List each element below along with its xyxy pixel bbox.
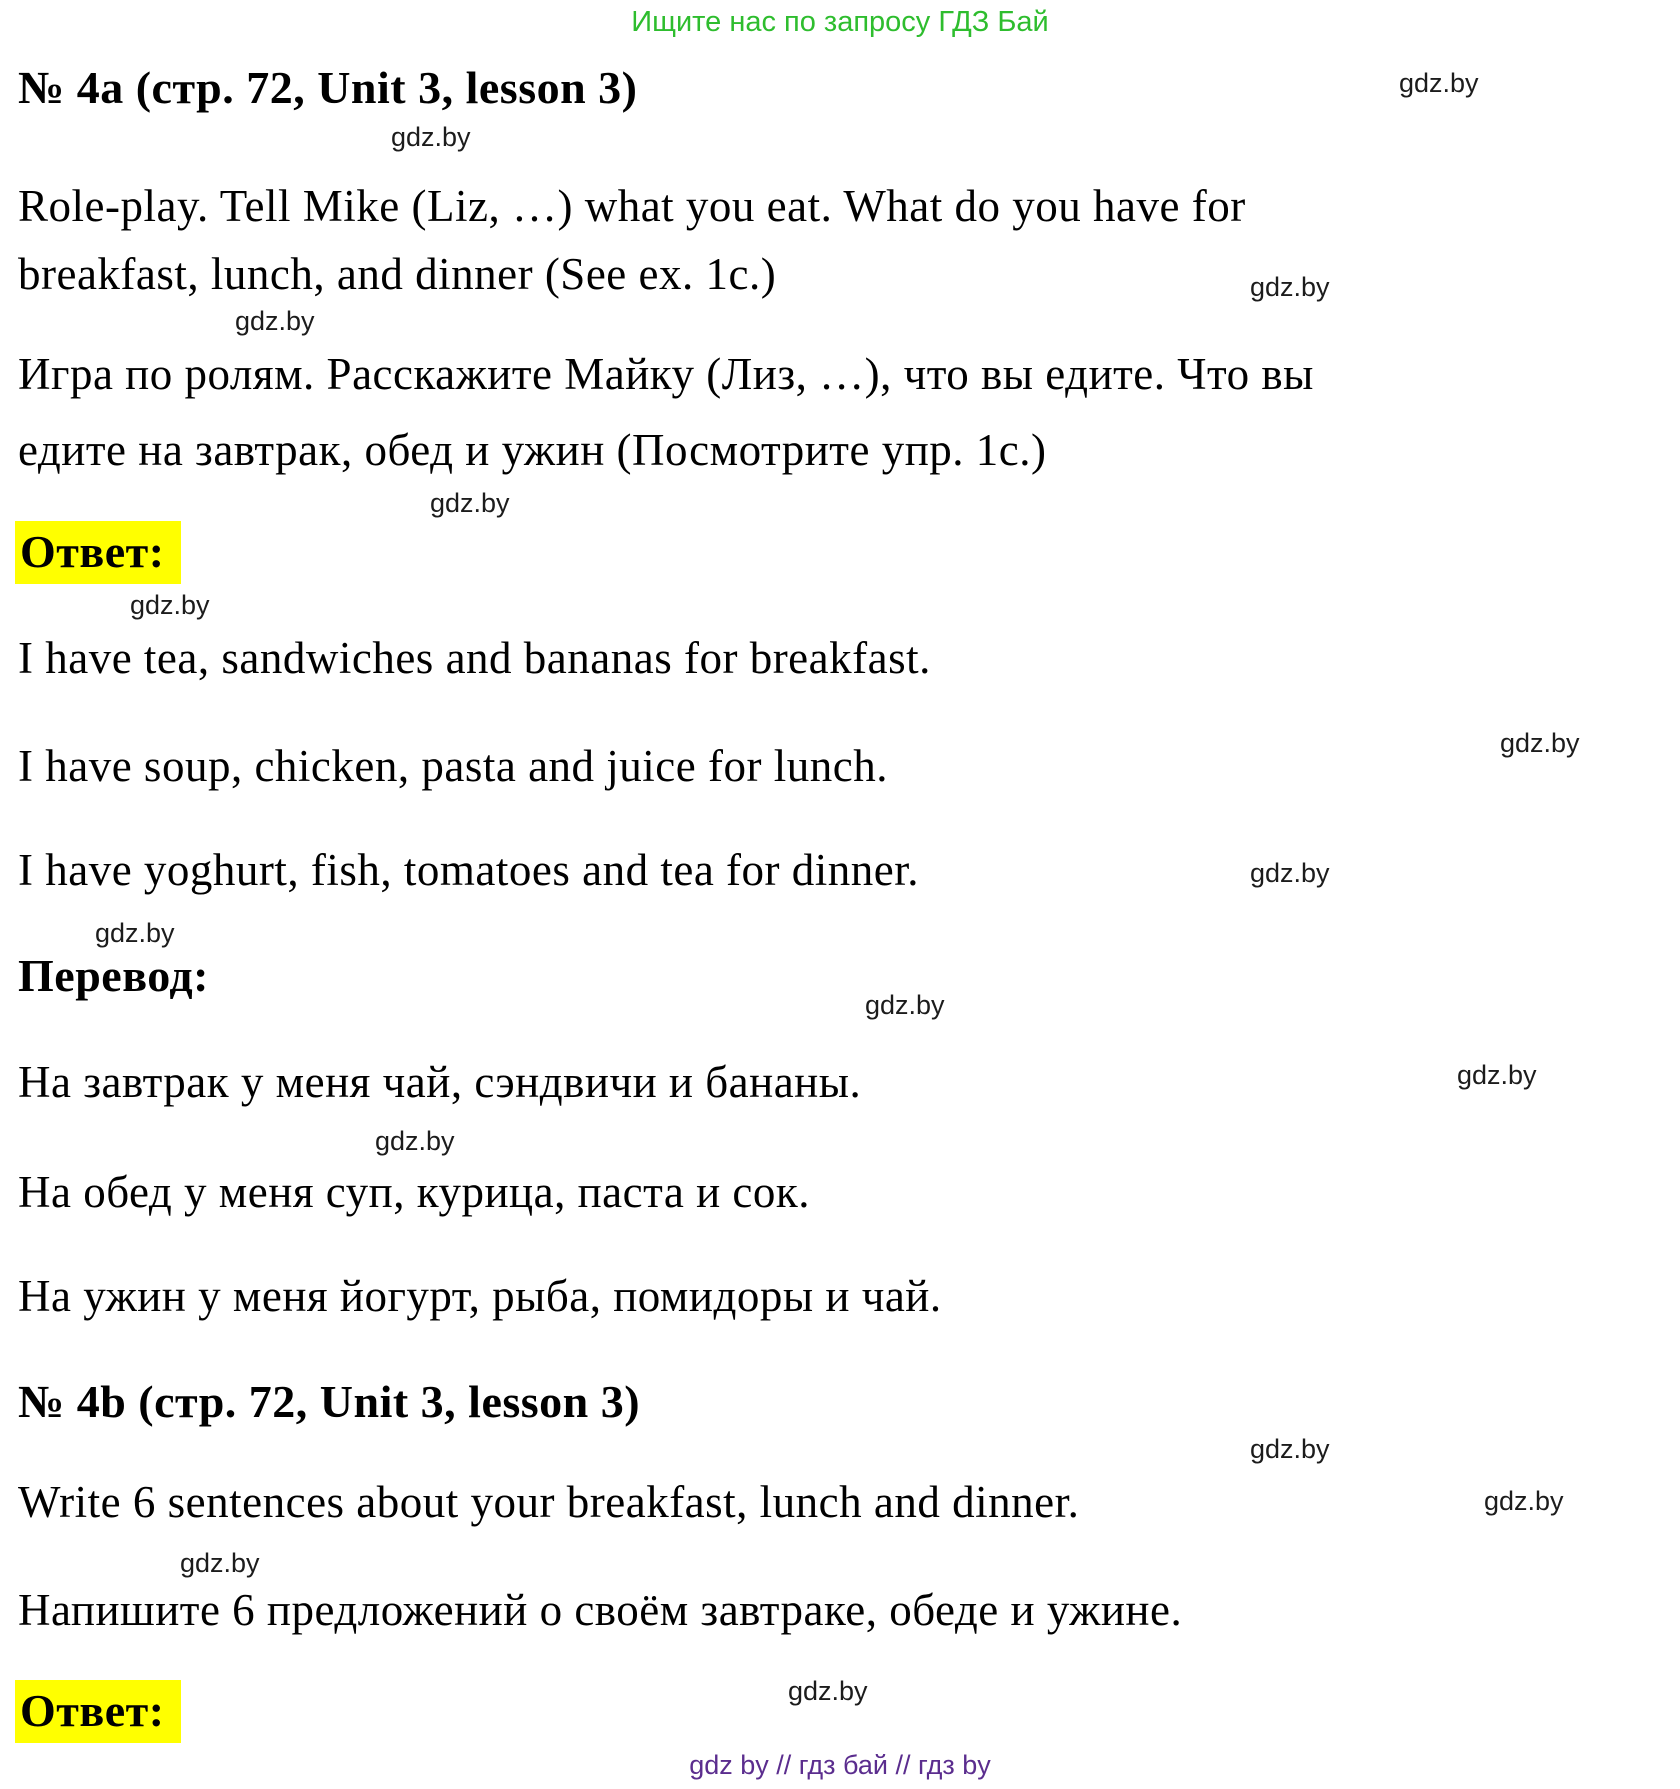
answer-en-dinner: I have yoghurt, fish, tomatoes and tea for dinner. (18, 845, 920, 895)
gdz-watermark: gdz.by (1457, 1060, 1537, 1090)
task-4b-english: Write 6 sentences about your breakfast, lunch and dinner. (18, 1477, 1080, 1527)
exercise-4b-heading: № 4b (стр. 72, Unit 3, lesson 3) (18, 1376, 641, 1427)
gdz-watermark: gdz.by (430, 488, 510, 518)
gdz-watermark: gdz.by (235, 306, 315, 336)
task-4a-english-line-2: breakfast, lunch, and dinner (See ex. 1c.) (18, 249, 777, 299)
answer-ru-lunch: На обед у меня суп, курица, паста и сок. (18, 1167, 810, 1217)
task-4a-english-line-1: Role-play. Tell Mike (Liz, …) what you eat. What do you have for (18, 181, 1246, 231)
answer-ru-dinner: На ужин у меня йогурт, рыба, помидоры и чай. (18, 1271, 942, 1321)
answer-label-4b: Ответ: (15, 1680, 181, 1743)
answer-label-4a: Ответ: (15, 521, 181, 584)
answer-ru-breakfast: На завтрак у меня чай, сэндвичи и бананы. (18, 1057, 862, 1107)
gdz-watermark: gdz.by (391, 122, 471, 152)
gdz-watermark: gdz.by (788, 1676, 868, 1706)
exercise-4a-heading: № 4a (стр. 72, Unit 3, lesson 3) (18, 62, 638, 113)
site-promo-banner: Ищите нас по запросу ГДЗ Бай (631, 6, 1049, 38)
translation-label: Перевод: (18, 950, 209, 1001)
answer-en-lunch: I have soup, chicken, pasta and juice for lunch. (18, 741, 888, 791)
task-4b-russian: Напишите 6 предложений о своём завтраке, обеде и ужине. (18, 1585, 1183, 1635)
task-4a-russian-line-2: едите на завтрак, обед и ужин (Посмотрите упр. 1c.) (18, 425, 1047, 475)
gdz-watermark: gdz.by (1500, 728, 1580, 758)
footer-links[interactable]: gdz by // гдз бай // гдз by (689, 1750, 991, 1780)
gdz-watermark: gdz.by (180, 1548, 260, 1578)
task-4a-russian-line-1: Игра по ролям. Расскажите Майку (Лиз, …), что вы едите. Что вы (18, 349, 1314, 399)
gdz-watermark: gdz.by (1250, 1434, 1330, 1464)
gdz-watermark: gdz.by (130, 590, 210, 620)
gdz-watermark: gdz.by (1399, 68, 1479, 98)
gdz-watermark: gdz.by (375, 1126, 455, 1156)
gdz-watermark: gdz.by (1250, 272, 1330, 302)
gdz-watermark: gdz.by (1250, 858, 1330, 888)
gdz-watermark: gdz.by (95, 918, 175, 948)
gdz-watermark: gdz.by (1484, 1486, 1564, 1516)
answer-en-breakfast: I have tea, sandwiches and bananas for breakfast. (18, 633, 931, 683)
gdz-watermark: gdz.by (865, 990, 945, 1020)
